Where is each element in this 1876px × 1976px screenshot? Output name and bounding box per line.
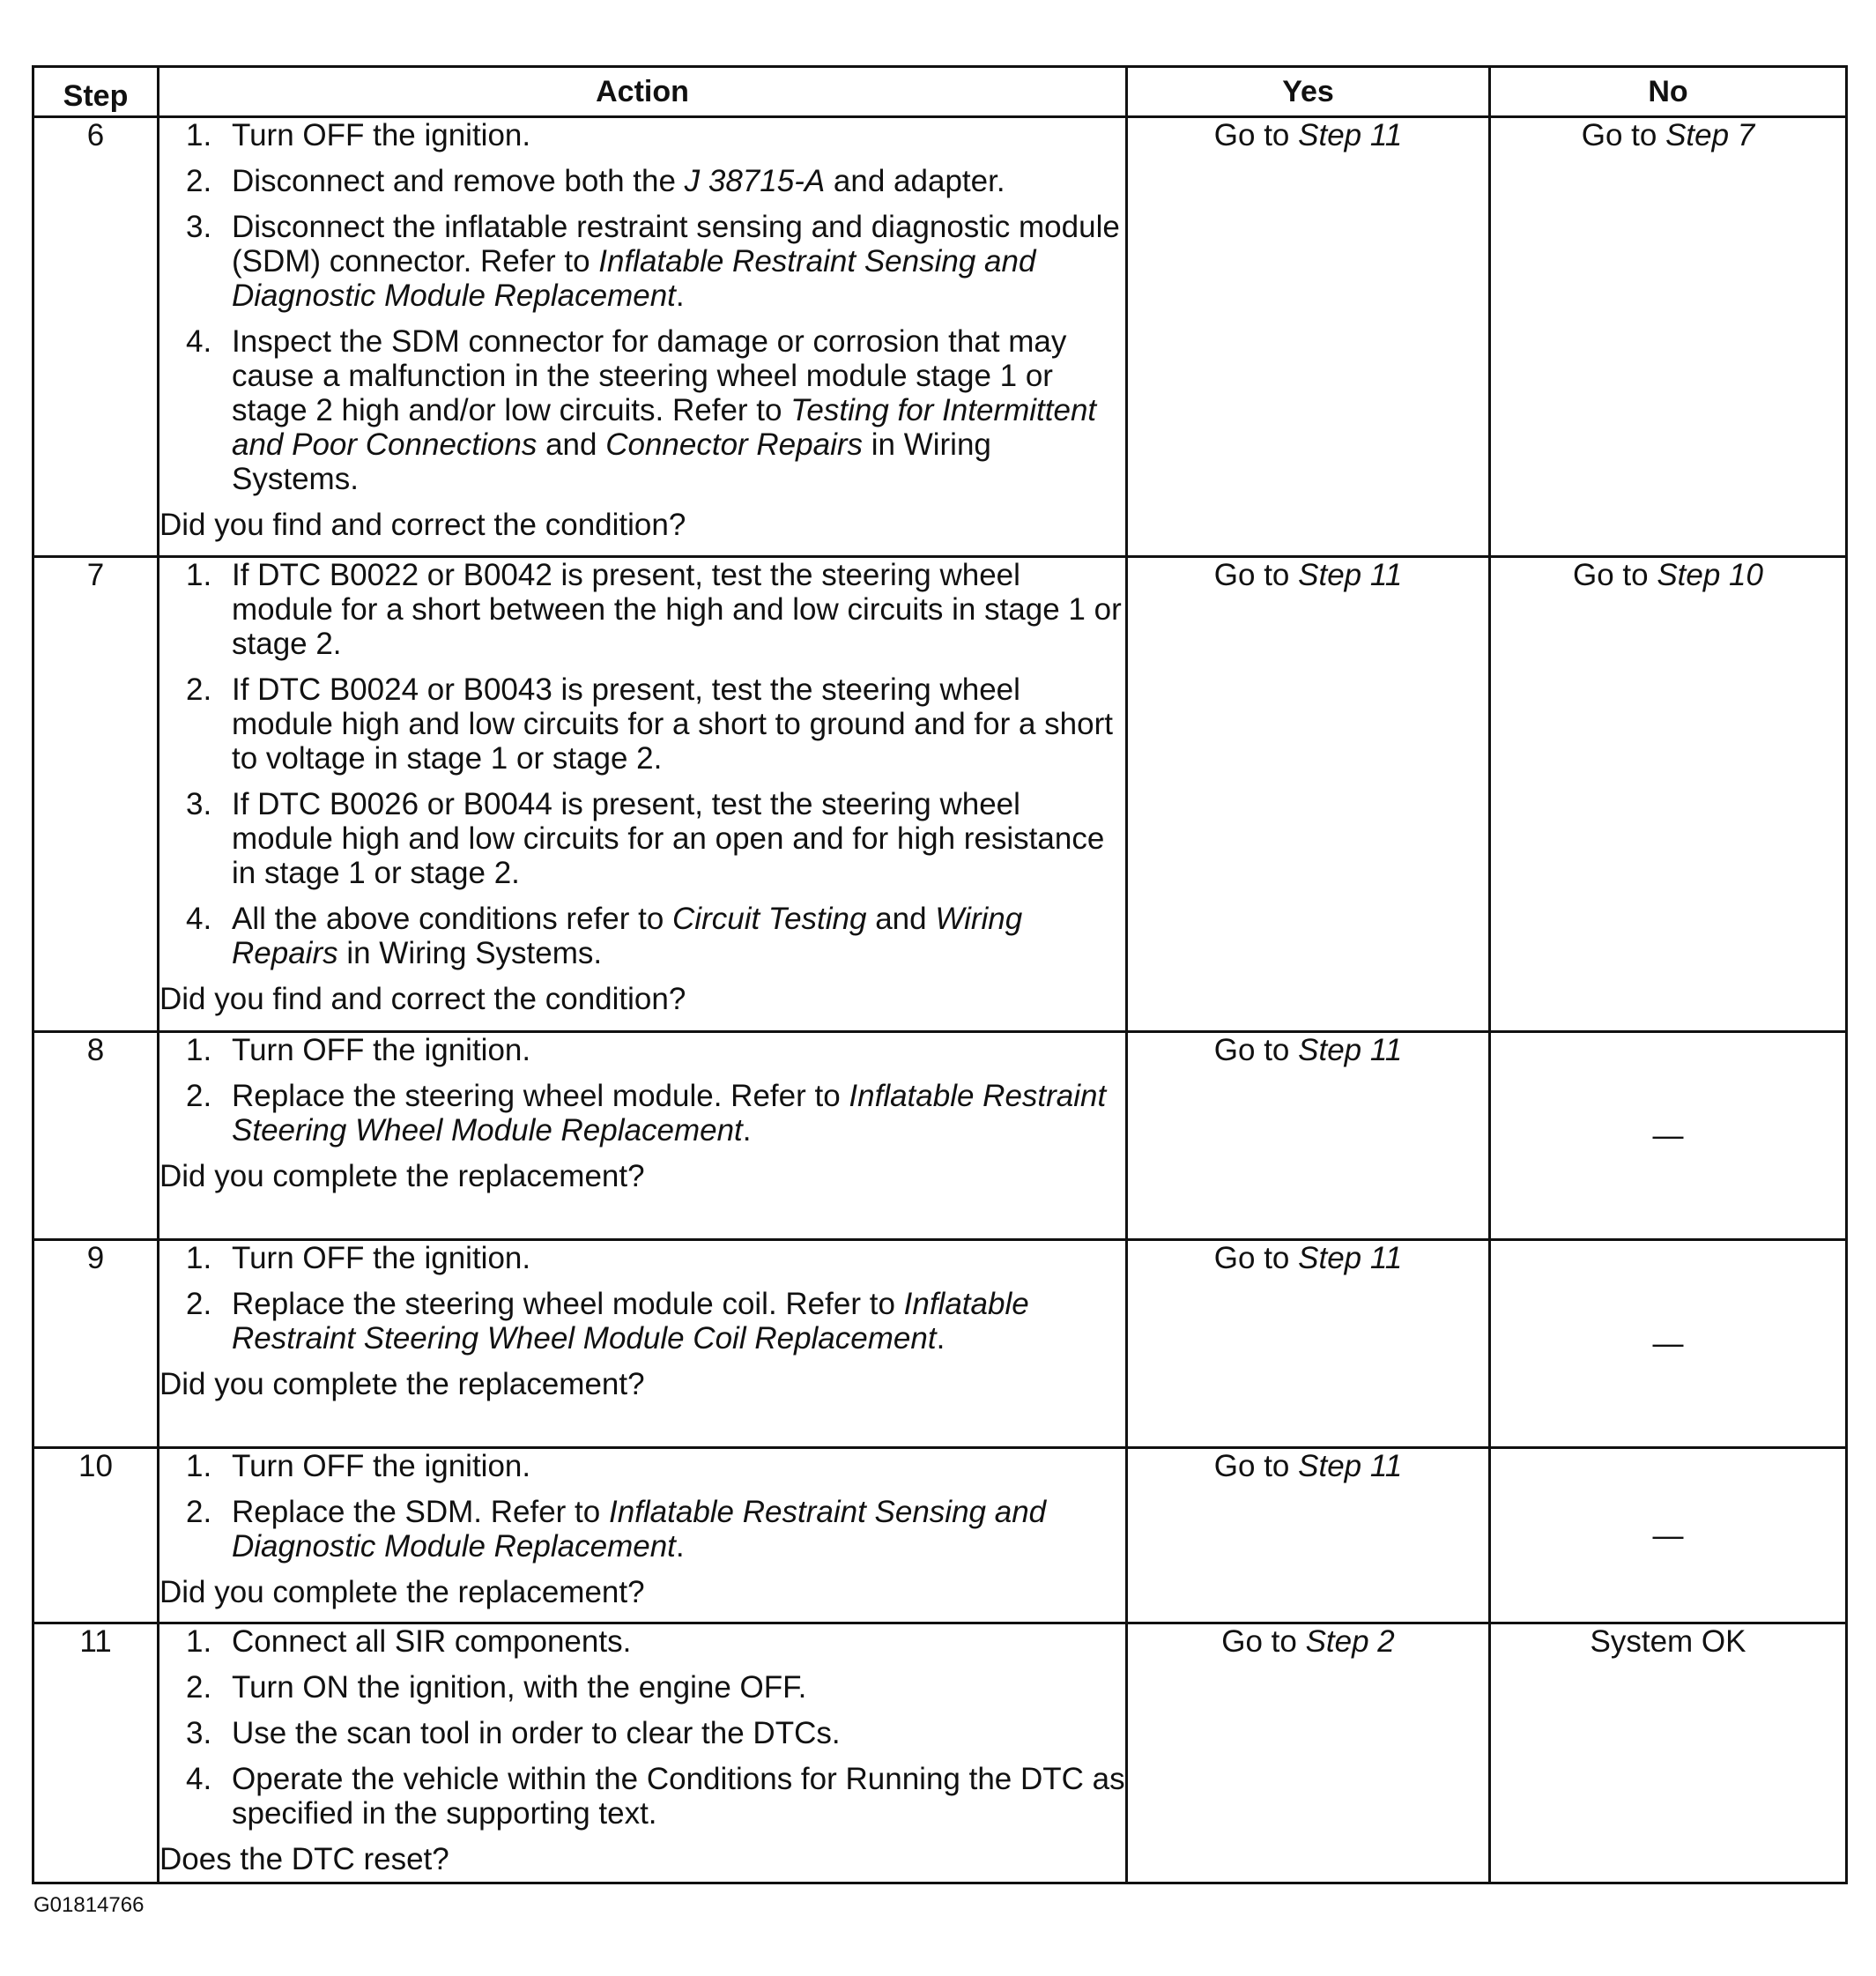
action-item-number: 3. xyxy=(186,1716,212,1750)
reference-text: Step 2 xyxy=(1305,1624,1395,1659)
text-segment: in Wiring Systems. xyxy=(337,936,603,970)
action-item xyxy=(159,324,1125,496)
action-item xyxy=(159,1449,1125,1483)
action-cell xyxy=(159,557,1127,1032)
action-question: Did you complete the replacement? xyxy=(159,1575,645,1609)
text-segment: Replace the steering wheel module coil. Refer to xyxy=(232,1287,904,1321)
table-row xyxy=(33,1032,1847,1240)
action-item xyxy=(159,1241,1125,1275)
reference-text: Inflatable Restraint Steering Wheel Module Replacement xyxy=(232,1079,1107,1148)
action-item xyxy=(159,672,1125,776)
step-number: 11 xyxy=(33,1623,159,1883)
diagnostic-table xyxy=(32,65,1848,1884)
step-number: 10 xyxy=(33,1448,159,1623)
action-item xyxy=(159,210,1125,313)
reference-text: Step 7 xyxy=(1665,118,1755,152)
yes-cell xyxy=(1127,1448,1490,1623)
action-list xyxy=(159,1624,1125,1831)
action-item-number: 1. xyxy=(186,1033,212,1067)
action-column-header: Action xyxy=(159,67,1127,117)
action-item xyxy=(159,787,1125,890)
step-number: 6 xyxy=(33,117,159,557)
step-column-header: Step xyxy=(33,67,159,117)
reference-text: Wiring Repairs xyxy=(232,902,1023,970)
text-segment: If DTC B0024 or B0043 is present, test the steering wheel module high and low circuits for a short to ground and for a short to voltage in stage 1 or stage 2. xyxy=(232,672,1113,776)
action-item xyxy=(159,1495,1125,1564)
no-cell xyxy=(1490,1623,1847,1883)
action-question: Does the DTC reset? xyxy=(159,1842,449,1876)
action-item-number: 1. xyxy=(186,1241,212,1275)
reference-text: Step 11 xyxy=(1298,558,1403,592)
action-item xyxy=(159,1716,1125,1750)
action-item-number: 2. xyxy=(186,1670,212,1705)
step-number: 9 xyxy=(33,1240,159,1448)
figure-id: G01814766 xyxy=(33,1893,145,1917)
action-question: Did you find and correct the condition? xyxy=(159,982,686,1016)
text-segment: Go to xyxy=(1221,1624,1306,1659)
action-item xyxy=(159,1624,1125,1659)
text-segment: Turn OFF the ignition. xyxy=(232,1033,531,1067)
action-item xyxy=(159,1079,1125,1148)
text-segment: . xyxy=(936,1321,945,1356)
action-item xyxy=(159,1762,1125,1831)
action-item-number: 3. xyxy=(186,787,212,821)
reference-text: J 38715-A xyxy=(684,164,826,198)
not-applicable-dash: — xyxy=(1652,1326,1684,1361)
text-segment: Go to xyxy=(1213,1449,1299,1483)
step-number: 7 xyxy=(33,557,159,1032)
table-row xyxy=(33,117,1847,557)
text-segment: Go to xyxy=(1213,1241,1299,1275)
no-cell xyxy=(1490,557,1847,1032)
text-segment: Turn OFF the ignition. xyxy=(232,1241,531,1275)
action-cell xyxy=(159,1623,1127,1883)
action-item xyxy=(159,1287,1125,1356)
text-segment: Use the scan tool in order to clear the DTCs. xyxy=(232,1716,841,1750)
action-item-number: 3. xyxy=(186,210,212,244)
table-row xyxy=(33,1448,1847,1623)
yes-cell xyxy=(1127,1623,1490,1883)
yes-cell xyxy=(1127,117,1490,557)
yes-column-header: Yes xyxy=(1127,67,1490,117)
text-segment: . xyxy=(675,1529,685,1564)
no-cell xyxy=(1490,1032,1847,1240)
action-cell xyxy=(159,117,1127,557)
no-cell xyxy=(1490,117,1847,557)
reference-text: Step 11 xyxy=(1298,1241,1403,1275)
text-segment: in Wiring Systems. xyxy=(232,427,991,496)
reference-text: Inflatable Restraint Sensing and Diagnostic Module Replacement xyxy=(232,244,1036,313)
text-segment: Replace the steering wheel module. Refer to xyxy=(232,1079,849,1113)
not-applicable-dash: — xyxy=(1652,1118,1684,1153)
no-cell xyxy=(1490,1240,1847,1448)
text-segment: . xyxy=(675,279,685,313)
action-question: Did you find and correct the condition? xyxy=(159,508,686,542)
diagnostic-table-sheet xyxy=(32,65,1845,1884)
reference-text: Inflatable Restraint Sensing and Diagnostic Module Replacement xyxy=(232,1495,1047,1564)
action-cell xyxy=(159,1032,1127,1240)
yes-cell xyxy=(1127,1240,1490,1448)
action-item xyxy=(159,1033,1125,1067)
text-segment: Connect all SIR components. xyxy=(232,1624,632,1659)
text-segment: All the above conditions refer to xyxy=(232,902,673,936)
text-segment: Go to xyxy=(1581,118,1666,152)
action-item-number: 4. xyxy=(186,324,212,359)
text-segment: Turn OFF the ignition. xyxy=(232,118,531,152)
yes-cell xyxy=(1127,557,1490,1032)
action-item-number: 2. xyxy=(186,1287,212,1321)
reference-text: Step 10 xyxy=(1657,558,1763,592)
action-list xyxy=(159,118,1125,496)
action-cell xyxy=(159,1240,1127,1448)
table-header-row xyxy=(33,67,1847,117)
table-row xyxy=(33,557,1847,1032)
text-segment: System OK xyxy=(1590,1624,1746,1659)
action-item-number: 4. xyxy=(186,902,212,936)
action-item xyxy=(159,1670,1125,1705)
step-number: 8 xyxy=(33,1032,159,1240)
text-segment: Turn ON the ignition, with the engine OFF. xyxy=(232,1670,807,1705)
text-segment: and xyxy=(537,427,606,462)
no-column-header: No xyxy=(1490,67,1847,117)
text-segment: Disconnect and remove both the xyxy=(232,164,685,198)
action-list xyxy=(159,558,1125,970)
action-item-number: 1. xyxy=(186,558,212,592)
action-item xyxy=(159,164,1125,198)
reference-text: Step 11 xyxy=(1298,1449,1403,1483)
action-item-number: 1. xyxy=(186,1449,212,1483)
text-segment: If DTC B0022 or B0042 is present, test the steering wheel module for a short between the high and low circuits in stage 1 or stage 2. xyxy=(232,558,1122,661)
text-segment: Go to xyxy=(1213,118,1299,152)
reference-text: Inflatable Restraint Steering Wheel Module Coil Replacement xyxy=(232,1287,1029,1356)
action-cell xyxy=(159,1448,1127,1623)
text-segment: Go to xyxy=(1573,558,1657,592)
reference-text: Connector Repairs xyxy=(605,427,864,462)
text-segment: . xyxy=(742,1113,752,1148)
text-segment: Go to xyxy=(1213,1033,1299,1067)
action-item xyxy=(159,902,1125,970)
action-item-number: 2. xyxy=(186,1495,212,1529)
action-item-number: 2. xyxy=(186,672,212,707)
action-item xyxy=(159,118,1125,152)
action-item-number: 4. xyxy=(186,1762,212,1796)
action-item-number: 1. xyxy=(186,118,212,152)
action-list xyxy=(159,1241,1125,1356)
action-item-number: 2. xyxy=(186,164,212,198)
action-item-number: 2. xyxy=(186,1079,212,1113)
no-cell xyxy=(1490,1448,1847,1623)
reference-text: Testing for Intermittent and Poor Connections xyxy=(232,393,1097,462)
reference-text: Step 11 xyxy=(1298,1033,1403,1067)
yes-cell xyxy=(1127,1032,1490,1240)
reference-text: Circuit Testing xyxy=(672,902,867,936)
action-question: Did you complete the replacement? xyxy=(159,1159,645,1193)
text-segment: Go to xyxy=(1213,558,1299,592)
text-segment: Replace the SDM. Refer to xyxy=(232,1495,609,1529)
text-segment: Inspect the SDM connector for damage or corrosion that may cause a malfunction in the steering wheel module stage 1 or stage 2 high and/or low circuits. Refer to xyxy=(232,324,1067,427)
text-segment: Turn OFF the ignition. xyxy=(232,1449,531,1483)
text-segment: and xyxy=(866,902,936,936)
action-list xyxy=(159,1033,1125,1148)
action-question: Did you complete the replacement? xyxy=(159,1367,645,1401)
text-segment: Disconnect the inflatable restraint sensing and diagnostic module (SDM) connector. Refer to xyxy=(232,210,1120,279)
not-applicable-dash: — xyxy=(1652,1518,1684,1553)
reference-text: Step 11 xyxy=(1298,118,1403,152)
action-item-number: 1. xyxy=(186,1624,212,1659)
text-segment: and adapter. xyxy=(825,164,1005,198)
text-segment: If DTC B0026 or B0044 is present, test the steering wheel module high and low circuits for an open and for high resistance in stage 1 or stage 2. xyxy=(232,787,1105,890)
text-segment: Operate the vehicle within the Conditions for Running the DTC as specified in the supporting text. xyxy=(232,1762,1125,1831)
action-item xyxy=(159,558,1125,661)
action-list xyxy=(159,1449,1125,1564)
table-row xyxy=(33,1623,1847,1883)
table-body xyxy=(33,117,1847,1883)
table-row xyxy=(33,1240,1847,1448)
